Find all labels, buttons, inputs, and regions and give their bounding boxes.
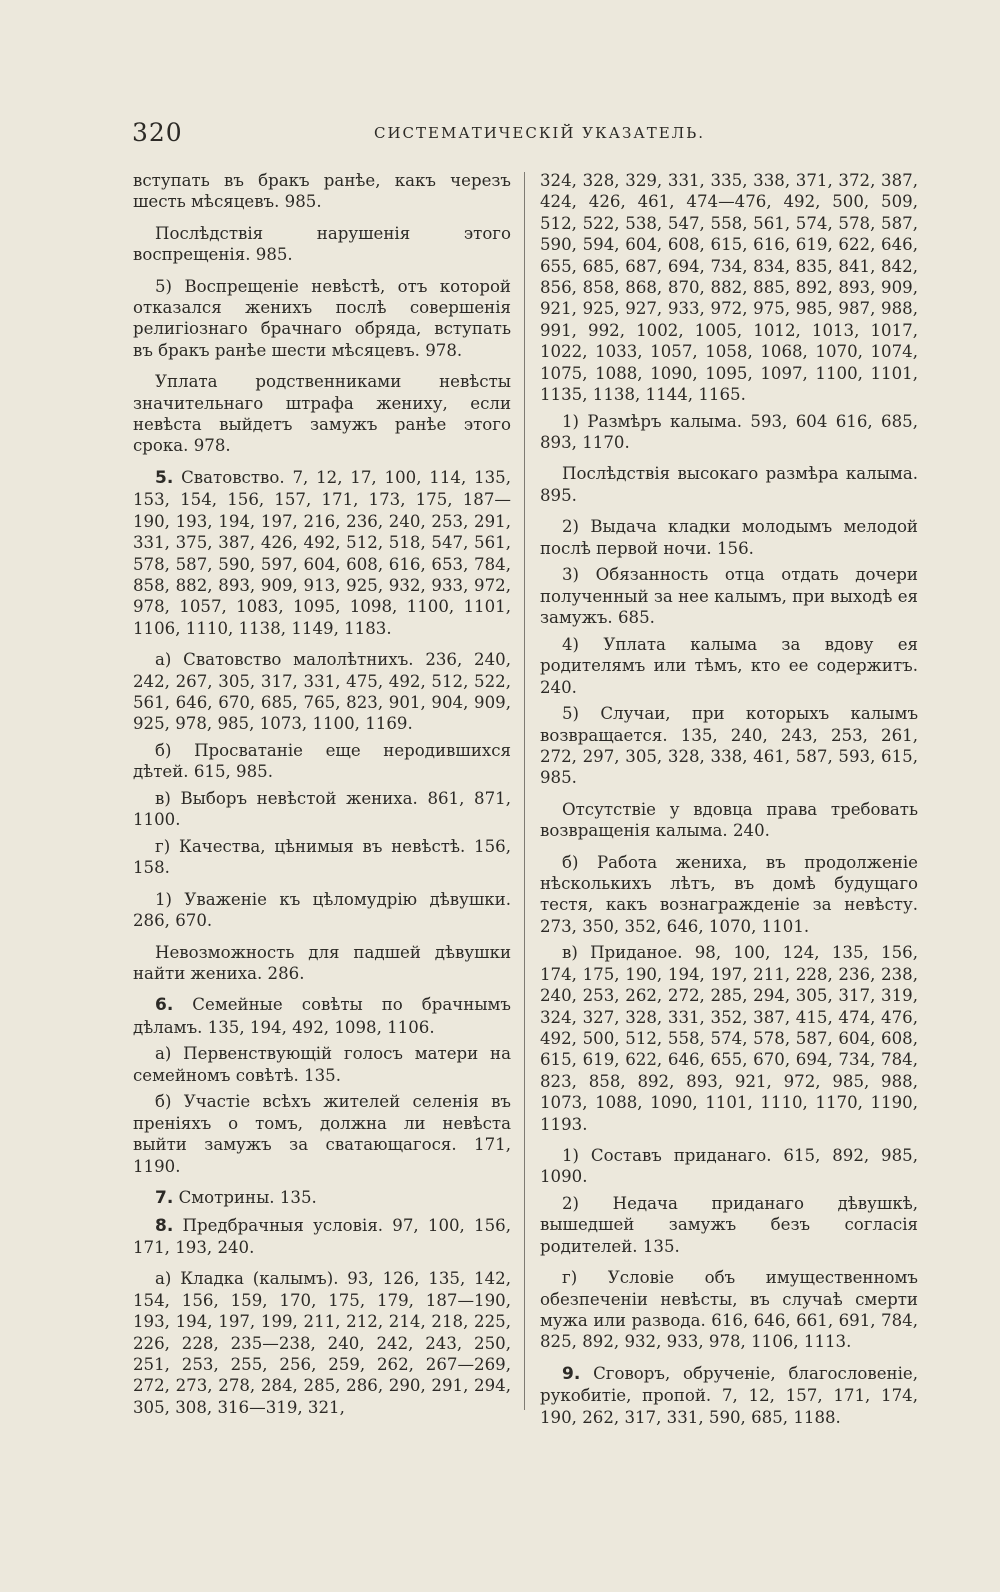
index-entry [133,1187,511,1209]
section-number: 8. [155,1215,174,1236]
section-number: 5. [155,467,174,488]
entry-text: б) Работа жениха, въ продолженіе нѣсколькихъ лѣтъ, въ домѣ будущаго тестя, какъ вознагражденіе за невѣсту. 273, 350, 352, 646, 1070, 1101. [540,852,918,936]
entry-text: Сватовство. 7, 12, 17, 100, 114, 135, 153, 154, 156, 157, 171, 173, 175, 187—190, 193, 194, 197, 216, 236, 240, 253, 291, 331, 375, 387, 426, 492, 512, 518, 547, 561, 578, 587, 590, 597, 604, 608, 616, 653, 784, 858, 882, 893, 909, 913, 925, 932, 933, 972, 978, 1057, 1083, 1095, 1098, 1100, 1101, 1106, 1110, 1138, 1149, 1183. [133,467,511,638]
index-entry [133,170,511,213]
entry-text: 1) Уваженіе къ цѣломудрію дѣвушки. 286, 670. [133,889,511,931]
entry-text: 3) Обязанность отца отдать дочери полученный за нее калымъ, при выходѣ ея замужъ. 685. [540,565,918,628]
index-entry [540,564,918,628]
index-entry [540,1363,918,1428]
section-number: 9. [562,1363,581,1384]
index-entry [540,1193,918,1257]
running-title: СИСТЕМАТИЧЕСКІЙ УКАЗАТЕЛЬ. [374,124,706,142]
section-number: 7. [155,1188,174,1208]
index-entry [540,1145,918,1188]
index-entry [133,994,511,1038]
index-entry [133,1043,511,1086]
entry-text: 5) Воспрещеніе невѣстѣ, отъ которой отказался женихъ послѣ совершенія религіознаго брачнаго обряда, вступать въ бракъ ранѣе шести мѣсяцевъ. 978. [133,276,511,360]
entry-text: 1) Размѣръ калыма. 593, 604 616, 685, 893, 1170. [540,411,918,453]
index-entry [540,634,918,698]
index-entry [540,516,918,559]
index-entry [133,942,511,985]
entry-text: 2) Выдача кладки молодымъ мелодой послѣ первой ночи. 156. [540,517,918,558]
page-header [132,118,706,148]
index-entry [133,223,511,266]
index-entry [133,467,511,639]
index-entry [133,1268,511,1418]
page-number: 320 [132,118,183,147]
entry-text: Послѣдствія нарушенія этого воспрещенія. 985. [133,223,511,265]
entry-text: Невозможность для падшей дѣвушки найти жениха. 286. [133,942,511,983]
section-number: 6. [155,995,174,1016]
index-entry [133,276,511,362]
entry-text: 324, 328, 329, 331, 335, 338, 371, 372, 387, 424, 426, 461, 474—476, 492, 500, 509, 512, 522, 538, 547, 558, 561, 574, 578, 587, 590, 594, 604, 608, 615, 616, 619, 622, 646, 655, 685, 687, 694, 734, 834, 835, 841, 842, 856, 858, 868, 870, 882, 885, 892, 893, 909, 921, 925, 927, 933, 972, 975, 985, 987, 988, 991, 992, 1002, 1005, 1012, 1013, 1017, 1022, 1033, 1057, 1058, 1068, 1070, 1074, 1075, 1088, 1090, 1095, 1097, 1100, 1101, 1135, 1138, 1144, 1165. [540,171,918,405]
entry-text: Послѣдствія высокаго размѣра калыма. 895. [540,464,918,505]
entry-text: Уплата родственниками невѣсты значительнаго штрафа жениху, если невѣста выйдетъ замужъ ранѣе этого срока. 978. [133,372,511,456]
right-column [540,170,918,1433]
entry-text: 5) Случаи, при которыхъ калымъ возвращается. 135, 240, 243, 253, 261, 272, 297, 305, 328, 338, 461, 587, 593, 615, 985. [540,704,918,788]
entry-text: 4) Уплата калыма за вдову ея родителямъ или тѣмъ, кто ее содержитъ. 240. [540,634,918,697]
entry-text: Предбрачныя условія. 97, 100, 156, 171, 193, 240. [133,1215,511,1257]
entry-text: 2) Недача приданаго дѣвушкѣ, вышедшей замужъ безъ согласія родителей. 135. [540,1194,918,1256]
entry-text: Сговоръ, обрученіе, благословеніе, рукобитіе, пропой. 7, 12, 157, 171, 174, 190, 262, 317, 331, 590, 685, 1188. [540,1363,918,1427]
index-entry [133,889,511,932]
index-entry [133,1215,511,1259]
entry-text: а) Кладка (калымъ). 93, 126, 135, 142, 154, 156, 159, 170, 175, 179, 187—190, 193, 194, 197, 199, 211, 212, 214, 218, 225, 226, 228, 235—238, 240, 242, 243, 250, 251, 253, 255, 256, 259, 262, 267—269, 272, 273, 278, 284, 285, 286, 290, 291, 294, 305, 308, 316—319, 321, [133,1269,511,1417]
entry-text: г) Качества, цѣнимыя въ невѣстѣ. 156, 158. [133,836,511,878]
index-entry [133,788,511,831]
index-entry [540,799,918,842]
index-entry [133,740,511,783]
index-entry [540,411,918,454]
index-entry [540,170,918,405]
entry-text: б) Участіе всѣхъ жителей селенія въ преніяхъ о томъ, должна ли невѣста выйти замужъ за сватающагося. 171, 1190. [133,1092,511,1176]
index-entry [540,1267,918,1353]
entry-text: Отсутствіе у вдовца права требовать возвращенія калыма. 240. [540,799,918,841]
entry-text: в) Выборъ невѣстой жениха. 861, 871, 1100. [133,788,511,830]
index-entry [133,836,511,879]
index-entry [540,463,918,506]
index-entry [540,703,918,789]
entry-text: г) Условіе объ имущественномъ обезпеченіи невѣсты, въ случаѣ смерти мужа или развода. 616, 646, 661, 691, 784, 825, 892, 932, 933, 978, 1106, 1113. [540,1268,918,1352]
index-entry [133,649,511,735]
column-divider [524,172,525,1410]
index-entry [540,942,918,1135]
index-entry [133,371,511,457]
entry-text: а) Сватовство малолѣтнихъ. 236, 240, 242, 267, 305, 317, 331, 475, 492, 512, 522, 561, 646, 670, 685, 765, 823, 901, 904, 909, 925, 978, 985, 1073, 1100, 1169. [133,650,511,734]
entry-text: Смотрины. 135. [173,1188,317,1207]
index-entry [133,1091,511,1177]
index-entry [540,852,918,938]
entry-text: а) Первенствующій голосъ матери на семейномъ совѣтѣ. 135. [133,1044,511,1085]
entry-text: 1) Составъ приданаго. 615, 892, 985, 1090. [540,1146,918,1187]
entry-text: вступать въ бракъ ранѣе, какъ черезъ шесть мѣсяцевъ. 985. [133,171,511,212]
entry-text: в) Приданое. 98, 100, 124, 135, 156, 174, 175, 190, 194, 197, 211, 228, 236, 238, 240, 253, 262, 272, 285, 294, 305, 317, 319, 324, 327, 328, 331, 352, 387, 415, 474, 476, 492, 500, 512, 558, 574, 578, 587, 604, 608, 615, 619, 622, 646, 655, 670, 694, 734, 784, 823, 858, 892, 893, 921, 972, 985, 988, 1073, 1088, 1090, 1101, 1110, 1170, 1190, 1193. [540,943,918,1134]
entry-text: Семейные совѣты по брачнымъ дѣламъ. 135, 194, 492, 1098, 1106. [133,995,511,1037]
entry-text: б) Просватаніе еще неродившихся дѣтей. 615, 985. [133,740,511,782]
left-column [133,170,511,1423]
